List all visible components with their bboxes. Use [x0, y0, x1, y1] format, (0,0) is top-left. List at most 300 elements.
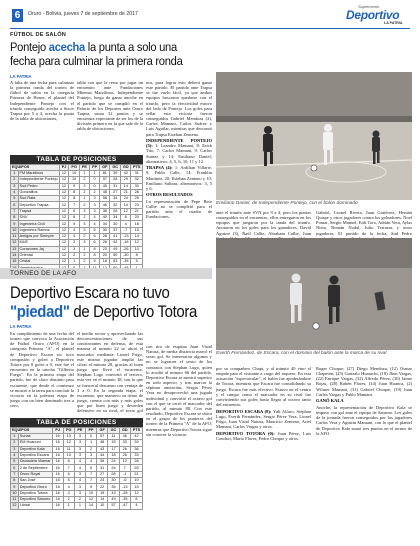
table-cell: Deportivo Escara	[18, 452, 52, 458]
table-cell: Corazones Jaj	[18, 246, 59, 252]
table-cell: 3	[74, 440, 85, 446]
table-cell: 1	[79, 196, 89, 202]
table-cell: 12	[59, 196, 69, 202]
table-cell: Deportivo Saturno	[19, 497, 51, 502]
table-cell: 24	[97, 478, 108, 484]
table-cell: 12	[85, 496, 96, 502]
table-cell: 21	[130, 471, 142, 477]
result2-body: 1: Ardilian Villarte, 9: Pablo Calle, 14: Franklin Martínez, 20: Esteban Zenteno y 10: Emiliano Salinas; alternativos: 3, 5 y 6.	[146, 165, 212, 191]
table-cell: 14	[97, 496, 108, 502]
table-cell: Ingeniería Civil	[18, 221, 59, 227]
football-photo-image	[216, 238, 412, 350]
table-cell: 5	[11, 459, 19, 465]
table-cell: 34	[100, 221, 110, 227]
table-cell: 1	[85, 440, 96, 446]
table-cell: 2	[11, 177, 19, 183]
table-header-cell: PG	[69, 165, 79, 171]
table-cell: 4	[90, 221, 100, 227]
logo-top-text: Suplemento	[358, 4, 380, 9]
table-cell: 57	[97, 434, 108, 440]
table-cell: 4	[11, 189, 19, 195]
table-cell: 18	[100, 259, 110, 265]
table1-title: TABLA DE POSICIONES	[10, 155, 143, 164]
table-cell: -16	[120, 240, 131, 246]
table-cell: 7	[63, 465, 74, 471]
table-cell: 3	[85, 452, 96, 458]
headline-highlight: acecha	[48, 40, 85, 54]
table-cell: Deportivo Trapsa	[18, 202, 59, 208]
table-cell: 1	[63, 503, 74, 509]
table-cell: 4	[85, 459, 96, 465]
table-cell: 16	[52, 452, 63, 458]
table-cell: 34	[110, 196, 121, 202]
table-cell: 1	[69, 259, 79, 265]
table-cell: 27	[110, 189, 121, 195]
section-label-2: TORNEO DE LA AFO	[10, 270, 77, 277]
table-cell: Deportivo Totora	[18, 490, 52, 496]
table-cell: 12	[59, 259, 69, 265]
table-cell: 3	[90, 208, 100, 214]
table-header-cell: GC	[110, 165, 121, 171]
table-header-cell: PTS	[130, 428, 142, 434]
table-cell: 4	[11, 452, 19, 458]
table-cell: 24	[120, 196, 131, 202]
table-cell: Sud Pedro	[18, 183, 59, 189]
table-cell: 2	[69, 252, 79, 258]
table-cell: 42	[110, 240, 121, 246]
table-cell: 31	[131, 171, 143, 177]
table-cell: 3	[90, 202, 100, 208]
article2-headline	[10, 283, 212, 321]
table-cell: 30	[131, 183, 143, 189]
table-cell: 9	[85, 484, 96, 490]
table-cell: 11	[108, 434, 119, 440]
table-cell: 23	[100, 246, 110, 252]
totora-title: DEPORTIVO TOTORA (0):	[216, 430, 275, 436]
table-cell: 10	[63, 452, 74, 458]
standings-table-1	[10, 164, 143, 272]
table-cell: 1	[11, 171, 19, 177]
table-cell: 57	[100, 177, 110, 183]
table-cell: Amigos por Siempre	[18, 233, 59, 239]
table-cell: 4	[74, 459, 85, 465]
table-cell: 26	[119, 446, 130, 452]
table-cell: 2	[74, 496, 85, 502]
article1-col2	[77, 80, 143, 152]
table-header-cell: PG	[63, 428, 74, 434]
table-cell: 16	[52, 503, 63, 509]
table-cell: 11	[12, 497, 17, 502]
table-cell: 0	[90, 183, 100, 189]
table-cell: 1	[74, 503, 85, 509]
table-cell: 36	[130, 446, 142, 452]
table-cell: 23	[131, 202, 143, 208]
article2-right-col2-text: Roger Choque, (27) Diego Mendoza, (12) Osmar Chapetón, (25) Gonzalo Huarachi, (18) Jhon Vargas, (22) Enrique Vargas, (32) Alfredo Pérez, (30) Jaime Rojas, (28) Rubén Flores, (14) Juan Huanca, (2) Wilmer Mamani, (31) Gabriel Choque, (19) Juan Carlos Vargas y Pablo Mamani.	[316, 366, 412, 397]
table-cell: 15	[108, 440, 119, 446]
table-cell: 4	[120, 221, 131, 227]
table-cell: Trapsa	[18, 208, 59, 214]
table-cell: 22	[97, 484, 108, 490]
table-cell: 30	[108, 478, 119, 484]
table-cell: 3	[74, 471, 85, 477]
table-cell: 20	[131, 215, 143, 221]
table-cell: Deportivo Kala	[18, 446, 52, 452]
table-cell: 8	[90, 252, 100, 258]
table-cell: 31	[110, 183, 121, 189]
table-cell: 16	[52, 446, 63, 452]
table-cell: Ciudadela Vilamar	[19, 459, 51, 464]
table-cell: 12	[119, 459, 130, 465]
article1-photo	[216, 72, 412, 200]
table-cell: 43	[108, 490, 119, 496]
table-cell: 13	[12, 246, 17, 251]
article1-col2-text: tabla con que le resta por jugar un encuentro ante Fundaciones Mineras Marzilinos. Independiente Pontejo, luego de ganar anoche en el partido que se cumplió en el Palacio de los Deportes ante Oruro Trapsa, suma 32 puntos y se encuentra expectante de ser los de la división primera en la que sale de la tabla de ubicaciones,	[77, 80, 143, 132]
table-header-cell: GD	[119, 428, 130, 434]
table-cell: 16	[52, 490, 63, 496]
table-cell: 14	[131, 233, 143, 239]
table-cell: 44	[97, 452, 108, 458]
article1-right-col1-text: ante el triunfo ante SVN por 9 a 4, pero los puntos conseguidos en el encuentro, ellos entregaron en los equipos que juegaron por la tanda del triunfo. Anotaron en los goles para los ganadores, David Aguirre (3), Raúl Callie, Abraham Callie, Juan	[216, 210, 311, 236]
table-cell: 3	[74, 446, 85, 452]
table-cell: 57	[108, 503, 119, 509]
table-cell: 18	[108, 452, 119, 458]
table-cell: 15	[131, 227, 143, 233]
table-cell: 2	[79, 189, 89, 195]
table-cell: 34	[110, 215, 121, 221]
page-header	[0, 0, 420, 30]
page-number: 6	[12, 9, 23, 22]
table-cell: FM Marzilinos	[18, 171, 59, 177]
table-cell: 2	[85, 446, 96, 452]
article2-col1	[10, 331, 74, 413]
table-cell: 8	[130, 496, 142, 502]
table-cell: -28	[119, 490, 130, 496]
table-cell: San José	[18, 478, 52, 484]
table-cell: 3	[11, 446, 19, 452]
table-cell: 2	[79, 252, 89, 258]
table-cell: 16	[52, 440, 63, 446]
headline2-highlight: "piedad"	[10, 302, 70, 321]
table-cell: 4	[130, 503, 142, 509]
article1-caption: Emiliano Daniel, de Independiente Pontejo, con el balón dominado	[216, 201, 358, 206]
table-cell: 28	[108, 471, 119, 477]
table-cell: 3	[79, 183, 89, 189]
otros-body: La representación de Pepe Beto Callie no se completó para el partido ante el cuadro de Fundaciones.	[146, 199, 212, 220]
table-cell: 10	[12, 227, 17, 232]
table-cell: 12	[59, 227, 69, 233]
table-cell: 10	[131, 246, 143, 252]
table-cell: 1	[11, 434, 19, 440]
table-cell: 12	[59, 183, 69, 189]
table-cell: -26	[120, 246, 131, 252]
table-cell: 28	[130, 459, 142, 465]
table-cell: -47	[119, 503, 130, 509]
table-cell: 3	[63, 490, 74, 496]
table-cell: 12	[59, 208, 69, 214]
table-header-cell: PJ	[59, 165, 69, 171]
table-header-cell: PTS	[131, 165, 143, 171]
table-cell: 11	[12, 234, 17, 239]
table-cell: 5	[90, 227, 100, 233]
table-cell: 2 de Septiembre	[18, 465, 52, 471]
table-cell: 15	[130, 484, 142, 490]
table-cell: 16	[52, 484, 63, 490]
table-cell: -6	[119, 478, 130, 484]
headline2-line1: Deportivo Escara no tuvo	[10, 283, 170, 302]
table-cell: 2	[79, 215, 89, 221]
table-cell: Litoral	[18, 503, 52, 509]
table-cell: 3	[79, 221, 89, 227]
table-cell: 12	[59, 233, 69, 239]
table-cell: 46	[119, 434, 130, 440]
table-cell: 2	[79, 177, 89, 183]
table-cell: 10	[85, 490, 96, 496]
table-cell: 3	[69, 246, 79, 252]
section-label: FÚTBOL DE SALÓN	[10, 32, 67, 38]
table-cell: 6	[11, 465, 19, 471]
table-cell: 1	[79, 171, 89, 177]
table-cell: 14	[85, 503, 96, 509]
table-cell: 12	[12, 503, 17, 508]
table-header-cell: GF	[100, 165, 110, 171]
table-cell: 3	[79, 208, 89, 214]
table-cell: 25	[130, 465, 142, 471]
table-cell: 46	[100, 202, 110, 208]
table-cell: 7	[11, 471, 19, 477]
table-cell: 14	[120, 183, 131, 189]
table-cell: Cristal	[18, 259, 59, 265]
table-cell: 41	[110, 233, 121, 239]
table-cell: 3	[79, 240, 89, 246]
table-cell: 42	[130, 434, 142, 440]
table-cell: 21	[131, 208, 143, 214]
table-cell: 4	[74, 478, 85, 484]
escara-body: Yuli Alfaro, Stephan Lugo, Everth Fernández, Sergio Pérez Vera, Lionel Frigo, Juan Vistal Natusa, Mauricio Zenteno, Ariel Mamani, Carlos Vargas y otros.	[216, 408, 311, 430]
table-cell: Sud Rafa	[18, 196, 59, 202]
table-cell: 3	[11, 183, 19, 189]
article2-photo	[216, 238, 412, 350]
table-cell: 16	[52, 465, 63, 471]
table-cell: 7	[11, 208, 19, 214]
table-cell: 5	[11, 196, 19, 202]
table-cell: 3	[74, 452, 85, 458]
table-cell: 10	[69, 177, 79, 183]
table-cell: Oruro Royal	[18, 471, 52, 477]
table-cell: 12	[59, 221, 69, 227]
table-cell: 53	[110, 259, 121, 265]
table-cell: 1	[79, 246, 89, 252]
table-cell: -30	[120, 252, 131, 258]
table-cell: 9	[69, 183, 79, 189]
table-cell: 8	[69, 189, 79, 195]
article2-col3-text: con tiro de esquina Juan Vistal Natusa, de media distancia marcó el sexto gol. Se interesaron algunos y no se lograron el sexto de los contratos con Stephan Lugo, quien lo acudió al minuto 66 del partido. Deportivo Escara se mostró superior en todo aspecto, y tras marcar la séptima anotación, Sergio Pérez Vera no desaprovechó una jugada individual y convirtió el octavo gol con el que se cerró el marcador del partido, al minuto 88. Con este resultado, Deportivo Escara se ubica en el grupo de los punteros del torneo de la Primera "A" de la AFO, mientras que Deportivo Totora sigue sin conocer la victoria.	[146, 344, 212, 437]
headline-line2: fecha para culminar la primera ronda	[10, 54, 183, 68]
table-cell: 13	[63, 434, 74, 440]
table-cell: 7	[69, 202, 79, 208]
table-cell: 58	[100, 196, 110, 202]
table-cell: 0	[85, 434, 96, 440]
table-cell: 39	[110, 171, 121, 177]
table-header-cell: GC	[108, 428, 119, 434]
table-cell: 8	[63, 459, 74, 465]
table-cell: Deportivo Oruro	[18, 484, 52, 490]
table-cell: 9	[90, 259, 100, 265]
table-cell: 29	[120, 177, 131, 183]
table-header-cell: EQUIPOS	[11, 428, 53, 434]
table-cell: MUE	[18, 240, 59, 246]
table-cell: 12	[59, 240, 69, 246]
table-cell: 12	[130, 490, 142, 496]
table-cell: 12	[63, 440, 74, 446]
table-cell: 36	[97, 459, 108, 465]
table-cell: 49	[108, 496, 119, 502]
table-cell: 1	[90, 171, 100, 177]
table-cell: 28	[100, 233, 110, 239]
table-cell: 8	[11, 215, 19, 221]
table-cell: -13	[120, 233, 131, 239]
article1-right-col2-text: Gabriel, Leonel Rivera, Juan Gutiérrez, Hernán Quispe y otros jugadores contra los goleadores. Noel Pomar, Sergio Manuel, Erik Toro, Adrián Vera, Aylas Nieto, Román Nodal, Julio Terrazas y otros jugadores. El partido de la fecha, Sud Pedro	[316, 210, 412, 236]
table-cell: 15	[97, 490, 108, 496]
standings-table-2	[10, 427, 143, 510]
totora-body: Juan Pérez, Luis Condori, Mario Flores, Pedro Choque y otros.	[216, 430, 311, 441]
table-cell: 15	[12, 259, 17, 264]
table-cell: 9	[11, 221, 19, 227]
table-row	[11, 503, 143, 509]
table-cell: 10	[97, 503, 108, 509]
table-cell: 6	[69, 215, 79, 221]
table-cell: 16	[52, 471, 63, 477]
table-header-cell: PP	[90, 165, 100, 171]
table-cell: 2	[11, 440, 19, 446]
table-header-cell: PJ	[52, 428, 63, 434]
table-cell: 6	[90, 240, 100, 246]
table-cell: 35	[108, 484, 119, 490]
table-cell: -13	[119, 484, 130, 490]
table-cell: 8	[11, 478, 19, 484]
table-cell: 10	[12, 490, 17, 495]
table-cell: 26	[100, 240, 110, 246]
table-cell: 2	[79, 259, 89, 265]
article2-right-col2	[316, 366, 412, 542]
table-cell: 3	[74, 490, 85, 496]
table-cell: 7	[85, 471, 96, 477]
table-cell: 12	[59, 177, 69, 183]
logo-sub-text: LA PATRIA	[384, 21, 403, 25]
table-cell: 6	[11, 202, 19, 208]
table-header-cell: EQUIPOS	[11, 165, 60, 171]
table-cell: 24	[108, 465, 119, 471]
table-cell: 16	[52, 434, 63, 440]
table-cell: -7	[120, 227, 131, 233]
table-cell: 2	[79, 233, 89, 239]
table-cell: 45	[100, 183, 110, 189]
table-cell: 5	[63, 478, 74, 484]
result2-title: TRAPSA (4):	[146, 165, 173, 171]
table-cell: 48	[100, 189, 110, 195]
gano-body: Anoche, la representación de Deportivo Kala se impuso con gol ante el equipo de Saturno. Los goles de la jornada fueron conseguidos por los jugadores Carlos Vera y Agustín Mamani, con lo que el plantel de Deportivo Kala sumó tres puntos en el torneo de la AFO.	[316, 404, 412, 436]
table-cell: 6	[69, 208, 79, 214]
headline2-part-b: de Deportivo Totora	[69, 302, 197, 321]
table-cell: 30	[110, 221, 121, 227]
table-cell: 20	[100, 252, 110, 258]
table-cell: Ingeniería Ramos	[18, 227, 59, 233]
result1-body: 1: Leandro Mamani, 8: Erick Tito, 7: Carlos Mamani, 9: Carlos Suárez y 14: Emiliano Daniel; alternativos: 4, 5, 6, 10, 11 y 12.	[146, 143, 212, 164]
table-cell: -1	[119, 471, 130, 477]
table-cell: 4	[90, 215, 100, 221]
table-cell: 2	[90, 189, 100, 195]
table-cell: Independiente Pontejo	[19, 177, 58, 182]
table-cell: 38	[100, 208, 110, 214]
result1-title: INDEPENDIENTE PONTEJO (5):	[146, 138, 212, 149]
table-cell: Sunae	[18, 434, 52, 440]
table-cell: 12	[59, 189, 69, 195]
table-cell: 16	[52, 496, 63, 502]
table-cell: 8	[90, 246, 100, 252]
article2-col2-text: el medio sector y aprovechando las desconcentraciones de sus contrincantes en defensa, de esta manera al minuto 22 se abrió el marcador mediante Lionel Frigo, este mismo jugador amplió las cifras al minuto 28, gracias al buen juego que llevó el escarense, Stephan Lugo convirtió el tercero, esta vez en el minuto 38, con lo que se fueron al descanso con ventaja de 3 a 0. En la segunda etapa, el escarense, que mantuvo su ritmo de juego, cuenta con más y más goles que por buen juego y desorden defensivo en su rival, el sexto gol	[77, 331, 143, 413]
table-cell: 4	[74, 465, 85, 471]
table-cell: 42	[120, 171, 131, 177]
table-cell: -35	[120, 259, 131, 265]
table-cell: 5	[131, 259, 143, 265]
table-cell: 5	[85, 465, 96, 471]
table-cell: 6	[63, 471, 74, 477]
logo-main-text: Deportivo	[346, 8, 400, 22]
table-cell: 25	[131, 196, 143, 202]
table-cell: SNV	[18, 215, 59, 221]
article1-col1-text: A falta de una fecha para culminar la primera ronda del torneo de fútbol de salón en la categoría Primera de Honor, el plantel del Independiente Pontejo con el triunfo conseguido acecha a Sucre Trapsa por 5 a 4, acecha la punta de la tabla de ubicaciones,	[10, 80, 74, 122]
escara-title: DEPORTIVO ESCARA (8):	[216, 408, 272, 414]
table-header-cell: PP	[85, 428, 96, 434]
table-cell: 81	[100, 171, 110, 177]
table-cell: 3	[79, 227, 89, 233]
article2-caption: Everth Fernández, de Escara, con el dominio del balón ante la marca de su rival	[216, 351, 387, 356]
table-cell: 17	[108, 446, 119, 452]
table-cell: 18	[131, 221, 143, 227]
table-cell: 32	[131, 177, 143, 183]
table-cell: 48	[97, 440, 108, 446]
table-cell: 8	[131, 252, 143, 258]
article2-col1-text: En cumplimiento de una fecha del torneo que convoca la Asociación de Fútbol Oruro (AFO) en la categoría Primera "A", el plantel de Deportivo Escara no tuvo compasión y goleó a Deportivo Totora por 8 goles a 0, este fue el encuentro en la cancha "Gilberto Fuego". En la primera etapa del partido, fue de claro dominio para escarense, que desde el comienzo se mostró a la tarea para concluir la victoria en la primera etapa de juego con un bien dominado tres a cero,	[10, 331, 74, 409]
table-cell: 24	[108, 459, 119, 465]
table-cell: 3	[74, 434, 85, 440]
table-cell: 40	[100, 215, 110, 221]
table-cell: 8	[69, 196, 79, 202]
article2-col2	[77, 331, 143, 413]
table-cell: 39	[130, 440, 142, 446]
article1-headline	[10, 40, 280, 68]
otros-title: OTROS RESULTADOS	[146, 192, 193, 198]
table-cell: 31	[97, 465, 108, 471]
table-cell: 21	[120, 189, 131, 195]
table-cell: 11	[63, 446, 74, 452]
table-cell: 50	[110, 252, 121, 258]
table-cell: 4	[69, 233, 79, 239]
table-cell: 9	[11, 484, 19, 490]
table-cell: 12	[131, 240, 143, 246]
table-cell: 27	[97, 471, 108, 477]
table-cell: 6	[120, 215, 131, 221]
table-cell: 28	[110, 177, 121, 183]
table-cell: 0	[90, 177, 100, 183]
table-cell: 14	[120, 202, 131, 208]
table-cell: 19	[130, 478, 142, 484]
table-cell: 26	[131, 189, 143, 195]
table-header-cell: GD	[120, 165, 131, 171]
article1-source: LA PATRIA	[10, 74, 32, 79]
table-header-cell: GF	[97, 428, 108, 434]
table-cell: 12	[59, 171, 69, 177]
header-date: Oruro - Bolivia, jueves 7 de septiembre de 2017	[28, 11, 138, 17]
